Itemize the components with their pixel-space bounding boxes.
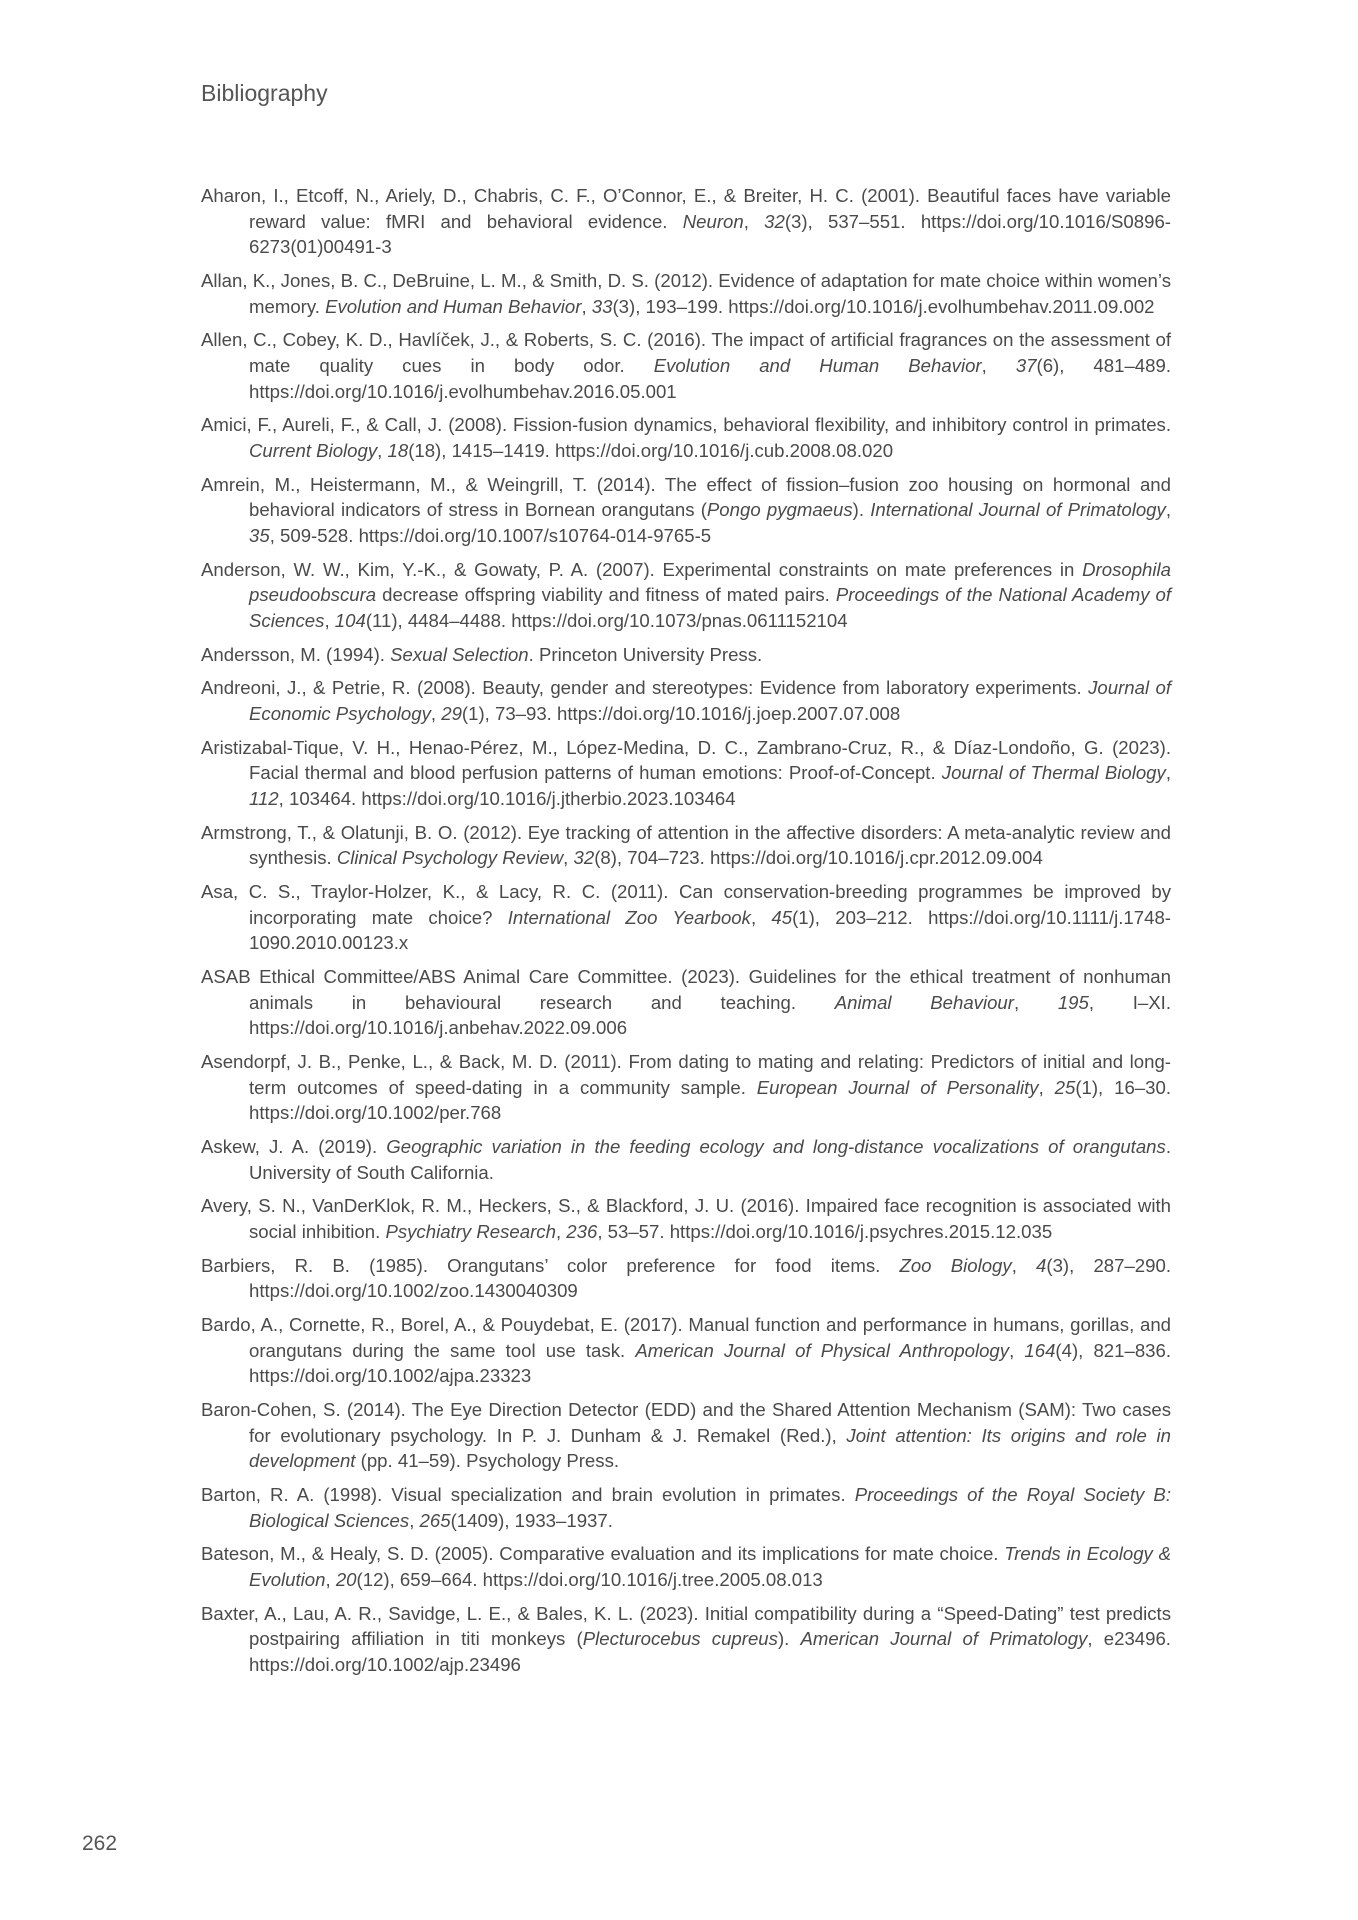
reference-text-segment: Barbiers, R. B. (1985). Orangutans’ color preference for food items. (201, 1254, 900, 1276)
reference-italic-segment: Proceedings of the National Academy of Sciences (249, 584, 1172, 631)
reference-text-segment: , 103464. https://doi.org/10.1016/j.jtherbio.2023.103464 (278, 787, 736, 809)
reference-text-segment: ). (777, 1628, 801, 1650)
reference-entry (201, 1541, 1171, 1592)
reference-italic-segment: Pongo pygmaeus (706, 499, 853, 521)
reference-italic-segment: 195 (1057, 991, 1089, 1013)
reference-text-segment: , (981, 354, 1016, 376)
reference-text-segment: , (1165, 762, 1171, 784)
page-number: 262 (82, 1832, 118, 1855)
reference-italic-segment: 25 (1054, 1076, 1076, 1098)
reference-entry (201, 183, 1171, 260)
reference-text-segment: Allen, C., Cobey, K. D., Havlíček, J., & Roberts, S. C. (2016). The impact of artificial fragrances on the assessment of mate quality cues in body odor. (201, 329, 1171, 376)
reference-text-segment: Askew, J. A. (2019). (201, 1136, 387, 1158)
reference-entry (201, 964, 1171, 1041)
reference-text-segment: , (563, 847, 574, 869)
reference-text-segment: Barton, R. A. (1998). Visual specialization and brain evolution in primates. (201, 1484, 855, 1506)
reference-italic-segment: Joint attention: Its origins and role in development (249, 1424, 1171, 1472)
reference-entry (201, 268, 1171, 319)
reference-text-segment: , (743, 210, 765, 232)
reference-italic-segment: 18 (387, 439, 409, 461)
reference-italic-segment: American Journal of Primatology (800, 1628, 1088, 1650)
reference-entry (201, 675, 1171, 726)
reference-text-segment: , (324, 609, 335, 631)
reference-text-segment: Amrein, M., Heistermann, M., & Weingrill, T. (2014). The effect of fission–fusion zoo housing on hormonal and behavioral indicators of stress in Bornean orangutans ( (201, 473, 1171, 521)
reference-entry (201, 1397, 1171, 1474)
reference-italic-segment: 112 (249, 787, 279, 809)
reference-text-segment: . University of South California. (249, 1136, 1171, 1183)
reference-text-segment: decrease offspring viability and fitness of mated pairs. (376, 584, 836, 606)
reference-text-segment: , 509-528. https://doi.org/10.1007/s10764-014-9765-5 (269, 524, 712, 546)
reference-italic-segment: 20 (335, 1569, 357, 1591)
reference-text-segment: , (555, 1221, 567, 1242)
reference-italic-segment: 37 (1015, 354, 1037, 376)
reference-text-segment: (11), 4484–4488. https://doi.org/10.1073/pnas.0611152104 (365, 609, 848, 631)
reference-italic-segment: Geographic variation in the feeding ecology and long-distance vocalizations of orangutans (386, 1136, 1166, 1158)
reference-entry (201, 1312, 1171, 1389)
reference-text-segment: Avery, S. N., VanDerKlok, R. M., Heckers, S., & Blackford, J. U. (2016). Impaired face recognition is associated with social inhibition. (201, 1195, 1171, 1242)
reference-italic-segment: 236 (566, 1221, 598, 1242)
reference-italic-segment: Journal of Economic Psychology (249, 677, 1171, 724)
reference-text-segment: (4), 821–836. https://doi.org/10.1002/ajpa.23323 (249, 1339, 1172, 1387)
reference-text-segment: Andersson, M. (1994). (201, 643, 391, 665)
reference-text-segment: , (1013, 991, 1058, 1013)
reference-entry (201, 735, 1171, 812)
reference-italic-segment: Journal of Thermal Biology (941, 762, 1166, 784)
reference-italic-segment: 33 (591, 295, 613, 317)
reference-text-segment: , (1038, 1076, 1055, 1098)
reference-text-segment: , (1009, 1339, 1025, 1361)
reference-italic-segment: Plecturocebus cupreus (582, 1628, 778, 1650)
reference-text-segment: Asa, C. S., Traylor-Holzer, K., & Lacy, R. C. (2011). Can conservation-breeding programmes be improved by incorporating mate choice? (201, 881, 1171, 928)
reference-italic-segment: 164 (1024, 1339, 1056, 1361)
reference-text-segment: (1), 73–93. https://doi.org/10.1016/j.joep.2007.07.008 (461, 703, 901, 724)
reference-text-segment: , 53–57. https://doi.org/10.1016/j.psychres.2015.12.035 (597, 1221, 1053, 1242)
reference-italic-segment: Sexual Selection (390, 643, 529, 665)
reference-text-segment: , (430, 703, 442, 724)
reference-text-segment: , (750, 906, 772, 928)
reference-italic-segment: Neuron (682, 210, 744, 232)
reference-text-segment: , I–XI. https://doi.org/10.1016/j.anbehav.2022.09.006 (249, 991, 1171, 1039)
reference-text-segment: (pp. 41–59). Psychology Press. (355, 1450, 620, 1472)
reference-text-segment: (18), 1415–1419. https://doi.org/10.1016/j.cub.2008.08.020 (408, 439, 894, 461)
reference-text-segment: (3), 537–551. https://doi.org/10.1016/S0896-6273(01)00491-3 (249, 210, 1171, 258)
reference-text-segment: Baxter, A., Lau, A. R., Savidge, L. E., & Bales, K. L. (2023). Initial compatibility during a “Speed-Dating” test predicts postpairing affiliation in titi monkeys ( (201, 1602, 1171, 1650)
reference-text-segment: (1), 203–212. https://doi.org/10.1111/j.1748-1090.2010.00123.x (249, 906, 1171, 954)
reference-entry (201, 412, 1171, 463)
reference-text-segment: , (1011, 1254, 1037, 1276)
reference-italic-segment: Trends in Ecology & Evolution (249, 1543, 1171, 1591)
reference-italic-segment: 29 (441, 703, 462, 724)
reference-italic-segment: Evolution and Human Behavior (653, 354, 982, 376)
reference-italic-segment: 32 (764, 210, 785, 232)
reference-text-segment: (1), 16–30. https://doi.org/10.1002/per.768 (249, 1076, 1171, 1124)
reference-text-segment: Anderson, W. W., Kim, Y.-K., & Gowaty, P. A. (2007). Experimental constraints on mate preferences in (201, 558, 1083, 580)
reference-italic-segment: 265 (419, 1509, 451, 1531)
reference-italic-segment: Current Biology (249, 439, 378, 461)
reference-entry (201, 879, 1171, 956)
reference-text-segment: (6), 481–489. https://doi.org/10.1016/j.evolhumbehav.2016.05.001 (249, 354, 1171, 402)
reference-italic-segment: Proceedings of the Royal Society B: Biological Sciences (249, 1484, 1171, 1531)
reference-text-segment: ). (852, 499, 871, 521)
reference-text-segment: , (409, 1509, 420, 1531)
reference-text-segment: Bardo, A., Cornette, R., Borel, A., & Pouydebat, E. (2017). Manual function and performance in humans, gorillas, and orangutans during the same tool use task. (201, 1314, 1171, 1361)
reference-entry (201, 1601, 1171, 1678)
reference-text-segment: Allan, K., Jones, B. C., DeBruine, L. M., & Smith, D. S. (2012). Evidence of adaptation for mate choice within women’s memory. (201, 269, 1171, 317)
reference-entry (201, 820, 1171, 871)
reference-text-segment: (3), 287–290. https://doi.org/10.1002/zoo.1430040309 (249, 1254, 1171, 1302)
reference-text-segment: Armstrong, T., & Olatunji, B. O. (2012). Eye tracking of attention in the affective disorders: A meta-analytic review and synthesis. (201, 821, 1171, 869)
reference-text-segment: Bateson, M., & Healy, S. D. (2005). Comparative evaluation and its implications for mate choice. (201, 1543, 1005, 1565)
reference-text-segment: (3), 193–199. https://doi.org/10.1016/j.evolhumbehav.2011.09.002 (612, 295, 1155, 317)
reference-italic-segment: Clinical Psychology Review (336, 847, 564, 869)
reference-text-segment: Andreoni, J., & Petrie, R. (2008). Beauty, gender and stereotypes: Evidence from laboratory experiments. (201, 677, 1089, 699)
reference-italic-segment: International Zoo Yearbook (507, 906, 751, 928)
reference-entry (201, 327, 1171, 404)
reference-italic-segment: 45 (771, 906, 793, 928)
reference-entry (201, 1193, 1171, 1244)
reference-italic-segment: International Journal of Primatology (870, 499, 1166, 521)
reference-text-segment: Asendorpf, J. B., Penke, L., & Back, M. D. (2011). From dating to mating and relating: Predictors of initial and long-term outcomes of speed-dating in a community sample. (201, 1051, 1171, 1098)
reference-text-segment: Aharon, I., Etcoff, N., Ariely, D., Chabris, C. F., O’Connor, E., & Breiter, H. C. (2001). Beautiful faces have variable reward value: fMRI and behavioral evidence. (201, 185, 1171, 232)
reference-italic-segment: Zoo Biology (899, 1254, 1012, 1276)
reference-text-segment: (12), 659–664. https://doi.org/10.1016/j.tree.2005.08.013 (356, 1569, 823, 1591)
reference-text-segment: , (377, 439, 388, 461)
reference-entry (201, 472, 1171, 549)
reference-italic-segment: Psychiatry Research (385, 1221, 556, 1242)
reference-text-segment: (8), 704–723. https://doi.org/10.1016/j.cpr.2012.09.004 (594, 847, 1043, 869)
reference-text-segment: , e23496. https://doi.org/10.1002/ajp.23496 (249, 1628, 1171, 1676)
running-header: Bibliography (201, 80, 328, 106)
reference-italic-segment: 35 (249, 524, 270, 546)
reference-italic-segment: 104 (334, 609, 366, 631)
reference-italic-segment: Drosophila pseudoobscura (249, 558, 1171, 606)
reference-entry (201, 1134, 1171, 1185)
reference-italic-segment: Animal Behaviour (834, 991, 1014, 1013)
reference-text-segment: Baron-Cohen, S. (2014). The Eye Direction Detector (EDD) and the Shared Attention Mechanism (SAM): Two cases for evolutionary psychology. In P. J. Dunham & J. Remakel (Red.), (201, 1399, 1171, 1446)
reference-entry (201, 1253, 1171, 1304)
reference-text-segment: , (581, 295, 592, 317)
reference-text-segment: , (325, 1569, 336, 1591)
reference-italic-segment: European Journal of Personality (756, 1076, 1039, 1098)
reference-entry (201, 1482, 1171, 1533)
reference-italic-segment: 32 (573, 847, 595, 869)
reference-text-segment: ASAB Ethical Committee/ABS Animal Care Committee. (2023). Guidelines for the ethical treatment of nonhuman animals in behavioural research and teaching. (201, 966, 1171, 1013)
reference-list (201, 183, 1171, 1686)
reference-italic-segment: 4 (1036, 1254, 1047, 1276)
reference-text-segment: , (1165, 499, 1171, 521)
reference-italic-segment: Evolution and Human Behavior (325, 295, 582, 317)
reference-entry (201, 642, 1171, 668)
reference-text-segment: . Princeton University Press. (528, 643, 763, 665)
reference-italic-segment: American Journal of Physical Anthropology (635, 1339, 1010, 1361)
reference-text-segment: Aristizabal-Tique, V. H., Henao-Pérez, M., López-Medina, D. C., Zambrano-Cruz, R., & Díaz-Londoño, G. (2023). Facial thermal and blood perfusion patterns of human emotions: Proof-of-Concept. (201, 736, 1171, 784)
reference-entry (201, 557, 1171, 634)
reference-entry (201, 1049, 1171, 1126)
reference-text-segment: (1409), 1933–1937. (450, 1509, 613, 1531)
reference-text-segment: Amici, F., Aureli, F., & Call, J. (2008). Fission-fusion dynamics, behavioral flexibility, and inhibitory control in primates. (201, 414, 1171, 436)
